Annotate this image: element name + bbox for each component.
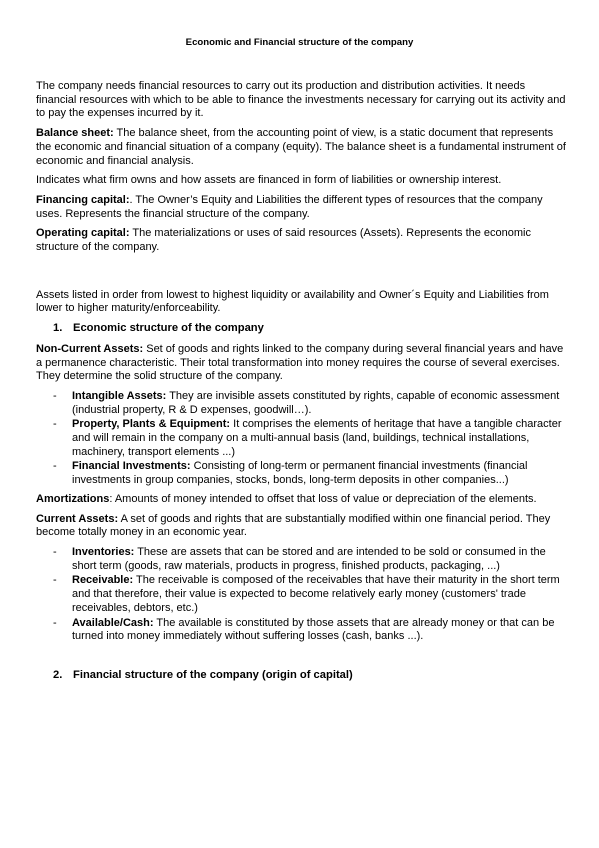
- list-item-term: Financial Investments:: [72, 460, 191, 473]
- list-item: [36, 546, 568, 573]
- non-current-assets-list: [36, 390, 568, 488]
- operating-capital-term: Operating capital:: [36, 227, 130, 240]
- section-heading-financial: [36, 669, 568, 683]
- list-item-text: These are assets that can be stored and are intended to be sold or consumed in the short term (goods, raw materials, products in progress, finished products, packaging, ...): [72, 545, 546, 572]
- indicates-paragraph: Indicates what firm owns and how assets are financed in form of liabilities or ownership interest.: [36, 174, 502, 187]
- list-item: [36, 418, 568, 459]
- financing-capital-term: Financing capital:: [36, 193, 130, 206]
- list-item: [36, 460, 568, 487]
- list-item-text: The available is constituted by those assets that are already money or that can be turned into money immediately without suffering losses (cash, banks ...).: [72, 616, 555, 643]
- list-item: [36, 390, 568, 417]
- amortizations-paragraph: [36, 493, 568, 507]
- current-assets-paragraph: [36, 513, 568, 540]
- document-body: [36, 80, 568, 690]
- dash-bullet: -: [53, 418, 57, 431]
- list-item-term: Available/Cash:: [72, 616, 154, 629]
- operating-capital-text: The materializations or uses of said resources (Assets). Represents the economic structure of the company.: [36, 227, 532, 254]
- list-item-term: Property, Plants & Equipment:: [72, 418, 231, 431]
- section-number: 2.: [53, 668, 63, 681]
- current-assets-text: A set of goods and rights that are substantially modified within one financial period. They become totally money in an economic year.: [36, 512, 551, 539]
- dash-bullet: -: [53, 389, 57, 402]
- section-heading-economic: [36, 322, 568, 336]
- list-item-text: They are invisible assets constituted by rights, capable of economic assessment (industrial property, R & D expenses, goodwill…).: [72, 389, 560, 416]
- spacer: [36, 649, 568, 669]
- dash-bullet: -: [53, 460, 57, 473]
- dash-bullet: -: [53, 616, 57, 629]
- list-item-term: Inventories:: [72, 545, 135, 558]
- spacer: [36, 261, 568, 289]
- list-item-term: Receivable:: [72, 574, 134, 587]
- dash-bullet: -: [53, 574, 57, 587]
- current-assets-term: Current Assets:: [36, 512, 119, 525]
- list-item: [36, 617, 568, 644]
- financing-capital-text: . The Owner’s Equity and Liabilities the different types of resources that the company uses. Represents the financial structure of the company.: [36, 193, 543, 220]
- amortizations-term: Amortizations: [36, 492, 110, 505]
- list-item-term: Intangible Assets:: [72, 389, 167, 402]
- balance-sheet-paragraph: [36, 127, 568, 168]
- assets-order-paragraph: Assets listed in order from lowest to highest liquidity or availability and Owner´s Equity and Liabilities from lower to higher maturity/enforceability.: [36, 288, 549, 315]
- intro-paragraph: The company needs financial resources to carry out its production and distribution activities. It needs financial resources with which to be able to finance the investments necessary for carrying out its activity and to pay the expenses incurred by it.: [36, 80, 566, 120]
- balance-sheet-text: The balance sheet, from the accounting point of view, is a static document that represents the economic and financial situation of a company (equity). The balance sheet is a fundamental instrument of economic and financial analysis.: [36, 127, 566, 167]
- dash-bullet: -: [53, 545, 57, 558]
- non-current-assets-term: Non-Current Assets:: [36, 342, 144, 355]
- amortizations-text: : Amounts of money intended to offset that loss of value or depreciation of the elements.: [109, 492, 537, 505]
- section-heading-text: Economic structure of the company: [73, 322, 264, 335]
- document-title: Economic and Financial structure of the company: [185, 37, 414, 48]
- non-current-assets-paragraph: [36, 343, 568, 384]
- balance-sheet-term: Balance sheet:: [36, 127, 114, 140]
- list-item-text: Consisting of long-term or permanent financial investments (financial investments in group companies, stocks, bonds, long-term deposits in other companies...): [72, 460, 528, 487]
- list-item: [36, 574, 568, 615]
- list-item-text: The receivable is composed of the receivables that have their maturity in the short term and that therefore, their value is expected to become relatively early money (customers' trade receivables, debtors, etc.): [72, 574, 560, 614]
- financing-capital-paragraph: [36, 194, 568, 221]
- list-item-text: It comprises the elements of heritage that have a tangible character and will remain in the company on a multi-annual basis (land, buildings, technical installations, machinery, transport elements ...): [72, 418, 562, 458]
- non-current-assets-text: Set of goods and rights linked to the company during several financial years and have a permanence characteristic. Their total transformation into money requires the course of several exercises. They determine the solid structure of the company.: [36, 342, 564, 383]
- current-assets-list: [36, 546, 568, 644]
- section-heading-text: Financial structure of the company (origin of capital): [73, 668, 353, 681]
- operating-capital-paragraph: [36, 227, 568, 254]
- section-number: 1.: [53, 322, 63, 335]
